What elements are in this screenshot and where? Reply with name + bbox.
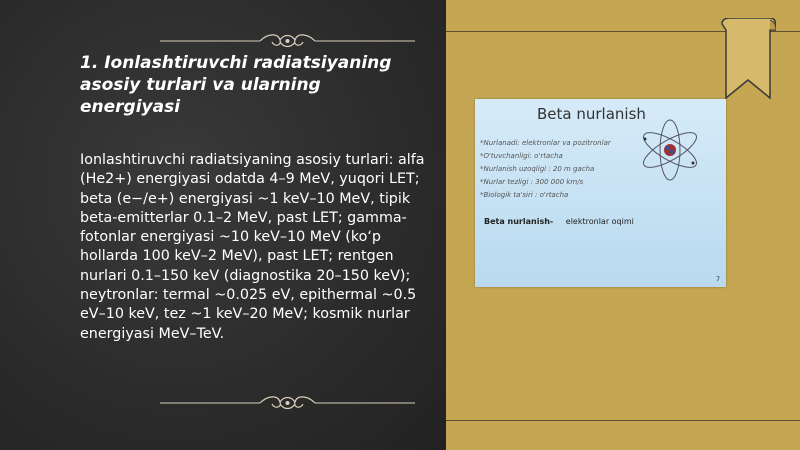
thumbnail-bullet-list [480, 137, 611, 202]
thumbnail-page-number: 7 [716, 276, 720, 283]
slide-thumbnail-image [475, 99, 726, 287]
ornament-bottom-icon [160, 392, 415, 412]
thumbnail-footer-value: elektronlar oqimi [565, 217, 634, 226]
thumbnail-bullet: *Nurlanish uzoqligi : 20 m gacha [480, 165, 595, 173]
thumbnail-bullet: *Nurlanadi: elektronlar va pozitronlar [480, 139, 611, 147]
atom-icon [635, 119, 705, 181]
slide-body-text: Ionlashtiruvchi radiatsiyaning asosiy turlari: alfa (He2+) energiyasi odatda 4–9 MeV, yuqori LET; beta (e−/e+) energiyasi ~1 keV–10 MeV, tipik beta-emitterlar 0.1–2 MeV, past LET; gamma-fotonlar energiyasi ~10 keV–10 MeV (ko‘p hollarda 100 keV–2 MeV), past LET; rentgen nurlari 0.1–150 keV (diagnostika 20–150 keV); neytronlar: termal ~0.025 eV, epithermal ~0.5 eV–10 keV, tez ~1 keV–20 MeV; kosmik nurlar energiyasi MeV–TeV. [80, 152, 425, 342]
thumbnail-bullet: *Biologik ta'siri : o'rtacha [480, 191, 569, 199]
thumbnail-bullet: *O'tuvchanligi: o'rtacha [480, 152, 563, 160]
ornament-top-icon [160, 30, 415, 50]
thumbnail-title: Beta nurlanish [537, 105, 646, 123]
slide-title: 1. Ionlashtiruvchi radiatsiyaning asosiy turlari va ularning energiyasi [80, 53, 392, 117]
thumbnail-footer-label: Beta nurlanish- [484, 217, 554, 226]
divider-line-bottom [446, 420, 800, 421]
bookmark-ribbon-icon [718, 18, 776, 100]
thumbnail-bullet: *Nurlar tezligi : 300 000 km/s [480, 178, 584, 186]
thumbnail-footer [484, 217, 634, 226]
